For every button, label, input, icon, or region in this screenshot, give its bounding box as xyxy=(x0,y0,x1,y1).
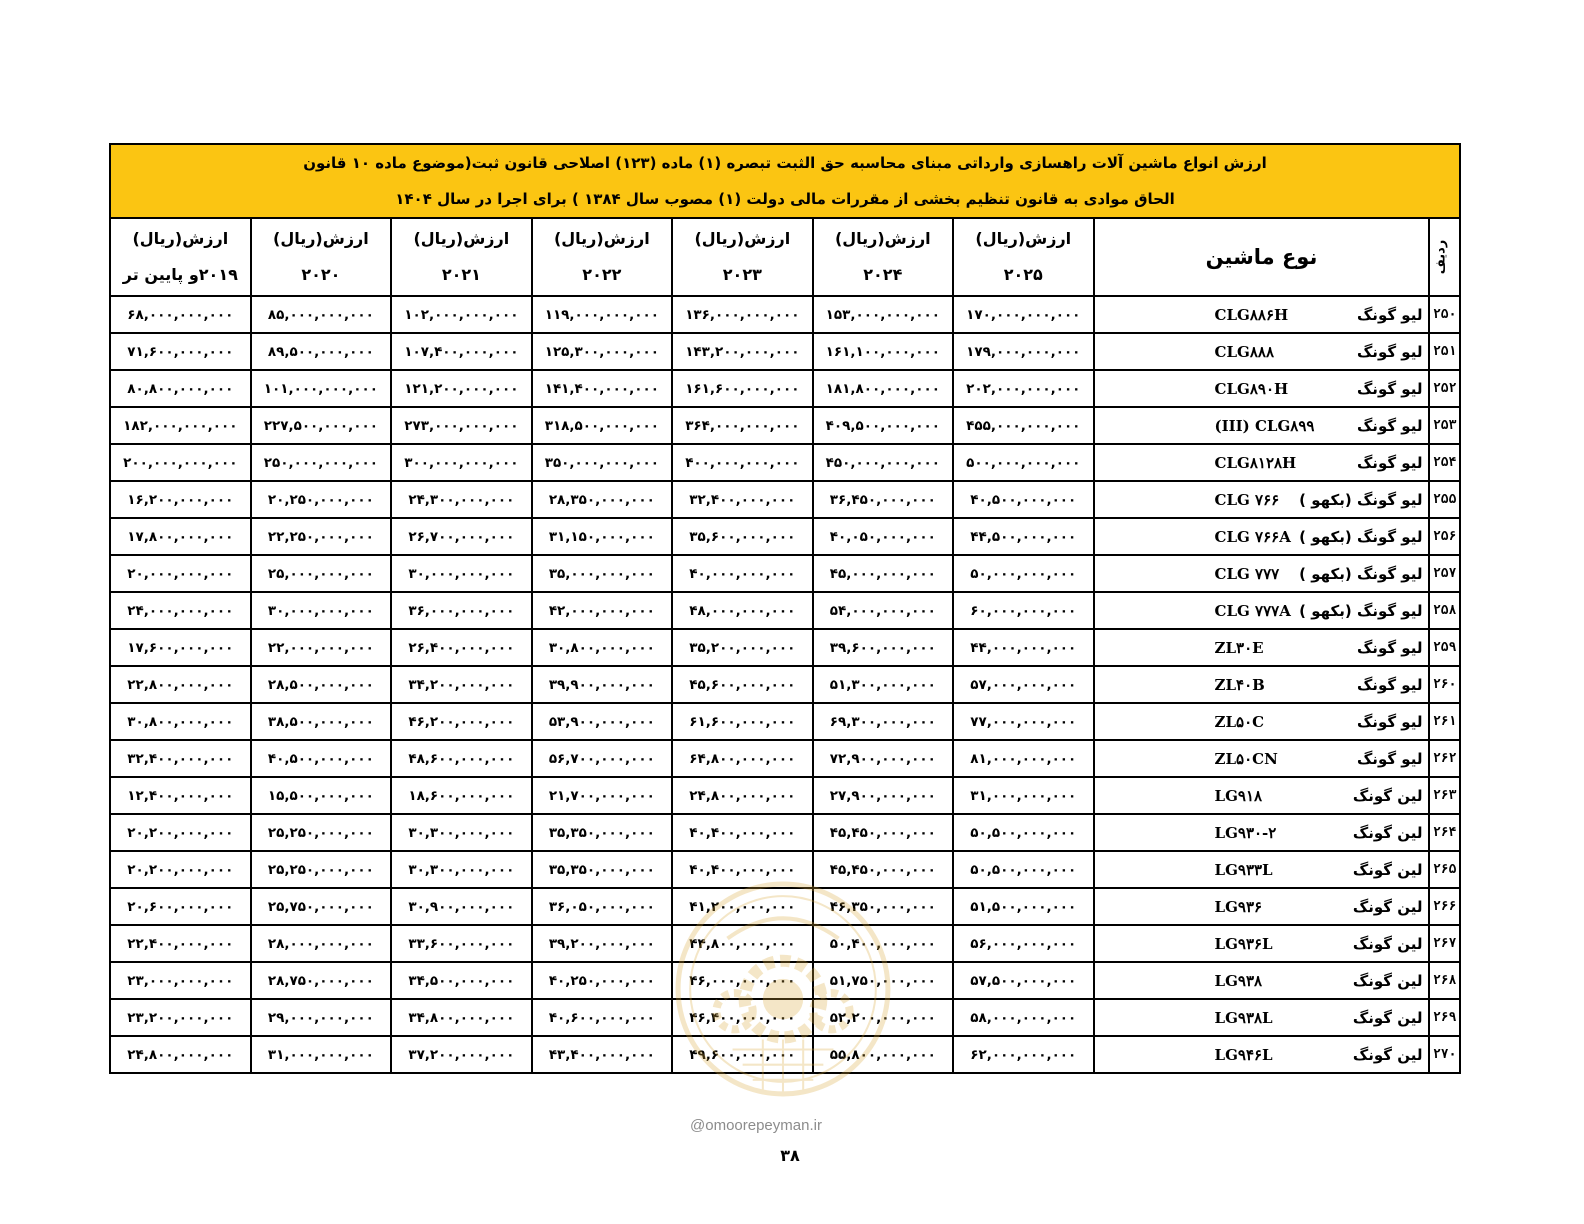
value-cell-7-2: ۴۶,۰۰۰,۰۰۰,۰۰۰ xyxy=(672,962,812,999)
value-cell-7-5: ۴۰,۵۰۰,۰۰۰,۰۰۰ xyxy=(251,740,391,777)
machine-type-cell xyxy=(1094,407,1430,444)
value-cell-7-6: ۲۰۰,۰۰۰,۰۰۰,۰۰۰ xyxy=(110,444,251,481)
machine-brand: لین گونگ xyxy=(1352,786,1423,805)
value-cell-7-2: ۲۴,۸۰۰,۰۰۰,۰۰۰ xyxy=(672,777,812,814)
machine-model: CLG۸۱۲۸H xyxy=(1214,453,1297,472)
row-number: ۲۶۶ xyxy=(1429,888,1460,925)
machine-brand: لیو گونگ (بکهو ) xyxy=(1299,490,1423,509)
value-cell-7-5: ۲۸,۰۰۰,۰۰۰,۰۰۰ xyxy=(251,925,391,962)
machine-brand: لین گونگ xyxy=(1352,897,1423,916)
header-year-2022: ارزش(ریال) ۲۰۲۲ xyxy=(532,218,672,296)
machine-type-cell xyxy=(1094,629,1430,666)
table-row xyxy=(110,814,1460,851)
value-cell-7-1: ۴۵,۴۵۰,۰۰۰,۰۰۰ xyxy=(813,851,953,888)
value-cell-7-4: ۲۶,۷۰۰,۰۰۰,۰۰۰ xyxy=(391,518,531,555)
machine-brand: لین گونگ xyxy=(1352,860,1423,879)
value-cell-7-4: ۳۶,۰۰۰,۰۰۰,۰۰۰ xyxy=(391,592,531,629)
value-cell-7-5: ۳۰,۰۰۰,۰۰۰,۰۰۰ xyxy=(251,592,391,629)
header-year-2019-and-earlier: ارزش(ریال) ۲۰۱۹و پایین تر xyxy=(110,218,251,296)
value-cell-7-2: ۱۴۳,۲۰۰,۰۰۰,۰۰۰ xyxy=(672,333,812,370)
value-cell-7-0: ۴۰,۵۰۰,۰۰۰,۰۰۰ xyxy=(953,481,1093,518)
machine-type-cell xyxy=(1094,999,1430,1036)
value-cell-7-5: ۲۰,۲۵۰,۰۰۰,۰۰۰ xyxy=(251,481,391,518)
value-cell-7-2: ۴۰,۴۰۰,۰۰۰,۰۰۰ xyxy=(672,851,812,888)
machine-brand: لین گونگ xyxy=(1352,934,1423,953)
value-cell-7-2: ۴۸,۰۰۰,۰۰۰,۰۰۰ xyxy=(672,592,812,629)
machine-model: LG۹۳۰-۲ xyxy=(1214,823,1277,842)
machine-type-cell xyxy=(1094,370,1430,407)
machine-brand: لیو گونگ xyxy=(1356,453,1423,472)
value-cell-7-6: ۲۰,۰۰۰,۰۰۰,۰۰۰ xyxy=(110,555,251,592)
machine-model: ZL۵۰CN xyxy=(1214,749,1278,768)
value-cell-7-4: ۱۸,۶۰۰,۰۰۰,۰۰۰ xyxy=(391,777,531,814)
value-cell-7-3: ۴۲,۰۰۰,۰۰۰,۰۰۰ xyxy=(532,592,672,629)
value-cell-7-1: ۴۶,۳۵۰,۰۰۰,۰۰۰ xyxy=(813,888,953,925)
value-cell-7-6: ۲۰,۲۰۰,۰۰۰,۰۰۰ xyxy=(110,851,251,888)
value-cell-7-6: ۸۰,۸۰۰,۰۰۰,۰۰۰ xyxy=(110,370,251,407)
header-year-2021: ارزش(ریال) ۲۰۲۱ xyxy=(391,218,531,296)
value-cell-7-1: ۴۰,۰۵۰,۰۰۰,۰۰۰ xyxy=(813,518,953,555)
machine-type-cell xyxy=(1094,925,1430,962)
table-row xyxy=(110,555,1460,592)
value-cell-7-5: ۲۵,۷۵۰,۰۰۰,۰۰۰ xyxy=(251,888,391,925)
table-row xyxy=(110,851,1460,888)
value-cell-7-5: ۳۸,۵۰۰,۰۰۰,۰۰۰ xyxy=(251,703,391,740)
value-cell-7-2: ۳۵,۶۰۰,۰۰۰,۰۰۰ xyxy=(672,518,812,555)
value-cell-7-4: ۴۸,۶۰۰,۰۰۰,۰۰۰ xyxy=(391,740,531,777)
value-cell-7-6: ۲۲,۴۰۰,۰۰۰,۰۰۰ xyxy=(110,925,251,962)
value-cell-7-4: ۳۴,۲۰۰,۰۰۰,۰۰۰ xyxy=(391,666,531,703)
table-row xyxy=(110,962,1460,999)
value-cell-7-0: ۶۲,۰۰۰,۰۰۰,۰۰۰ xyxy=(953,1036,1093,1073)
table-row xyxy=(110,333,1460,370)
table-title xyxy=(110,144,1460,218)
value-cell-7-2: ۶۴,۸۰۰,۰۰۰,۰۰۰ xyxy=(672,740,812,777)
header-year-2023: ارزش(ریال) ۲۰۲۳ xyxy=(672,218,812,296)
table-row xyxy=(110,999,1460,1036)
value-cell-7-2: ۴۱,۲۰۰,۰۰۰,۰۰۰ xyxy=(672,888,812,925)
machine-type-cell xyxy=(1094,851,1430,888)
value-cell-7-2: ۳۵,۲۰۰,۰۰۰,۰۰۰ xyxy=(672,629,812,666)
value-cell-7-3: ۳۹,۹۰۰,۰۰۰,۰۰۰ xyxy=(532,666,672,703)
value-cell-7-1: ۴۵,۰۰۰,۰۰۰,۰۰۰ xyxy=(813,555,953,592)
value-cell-7-0: ۵۱,۵۰۰,۰۰۰,۰۰۰ xyxy=(953,888,1093,925)
machine-brand: لیو گونگ xyxy=(1356,749,1423,768)
row-number: ۲۵۲ xyxy=(1429,370,1460,407)
row-number: ۲۶۹ xyxy=(1429,999,1460,1036)
row-number: ۲۶۵ xyxy=(1429,851,1460,888)
table-row xyxy=(110,666,1460,703)
value-cell-7-4: ۳۷,۲۰۰,۰۰۰,۰۰۰ xyxy=(391,1036,531,1073)
table-row xyxy=(110,481,1460,518)
row-number: ۲۵۸ xyxy=(1429,592,1460,629)
value-cell-7-1: ۳۶,۴۵۰,۰۰۰,۰۰۰ xyxy=(813,481,953,518)
table-row xyxy=(110,629,1460,666)
value-cell-7-2: ۶۱,۶۰۰,۰۰۰,۰۰۰ xyxy=(672,703,812,740)
value-cell-7-5: ۸۵,۰۰۰,۰۰۰,۰۰۰ xyxy=(251,296,391,333)
machine-model: ZL۴۰B xyxy=(1214,675,1265,694)
value-cell-7-1: ۵۲,۲۰۰,۰۰۰,۰۰۰ xyxy=(813,999,953,1036)
value-cell-7-2: ۴۶,۴۰۰,۰۰۰,۰۰۰ xyxy=(672,999,812,1036)
table-row xyxy=(110,407,1460,444)
table-row xyxy=(110,296,1460,333)
value-cell-7-6: ۲۳,۰۰۰,۰۰۰,۰۰۰ xyxy=(110,962,251,999)
machine-model: LG۹۳۳L xyxy=(1214,860,1273,879)
value-cell-7-0: ۱۷۰,۰۰۰,۰۰۰,۰۰۰ xyxy=(953,296,1093,333)
machine-model: (III) CLG۸۹۹ xyxy=(1214,416,1315,435)
machine-brand: لیو گونگ xyxy=(1356,712,1423,731)
machine-type-cell xyxy=(1094,703,1430,740)
value-cell-7-1: ۵۰,۴۰۰,۰۰۰,۰۰۰ xyxy=(813,925,953,962)
value-cell-7-0: ۶۰,۰۰۰,۰۰۰,۰۰۰ xyxy=(953,592,1093,629)
machine-model: CLG۸۸۶H xyxy=(1214,305,1289,324)
value-cell-7-2: ۱۶۱,۶۰۰,۰۰۰,۰۰۰ xyxy=(672,370,812,407)
value-cell-7-1: ۵۱,۷۵۰,۰۰۰,۰۰۰ xyxy=(813,962,953,999)
machine-type-cell xyxy=(1094,296,1430,333)
value-cell-7-6: ۲۳,۲۰۰,۰۰۰,۰۰۰ xyxy=(110,999,251,1036)
table-row xyxy=(110,888,1460,925)
value-cell-7-2: ۴۰,۴۰۰,۰۰۰,۰۰۰ xyxy=(672,814,812,851)
row-number: ۲۶۲ xyxy=(1429,740,1460,777)
value-cell-7-2: ۱۳۶,۰۰۰,۰۰۰,۰۰۰ xyxy=(672,296,812,333)
value-cell-7-0: ۵۷,۰۰۰,۰۰۰,۰۰۰ xyxy=(953,666,1093,703)
machine-model: CLG ۷۷۷A xyxy=(1214,601,1291,620)
machine-model: LG۹۳۶ xyxy=(1214,897,1263,916)
value-cell-7-5: ۲۲۷,۵۰۰,۰۰۰,۰۰۰ xyxy=(251,407,391,444)
value-cell-7-5: ۲۲,۲۵۰,۰۰۰,۰۰۰ xyxy=(251,518,391,555)
machine-type-cell xyxy=(1094,888,1430,925)
machine-type-cell xyxy=(1094,814,1430,851)
value-cell-7-0: ۱۷۹,۰۰۰,۰۰۰,۰۰۰ xyxy=(953,333,1093,370)
website-footer: @omoorepeyman.ir xyxy=(690,1117,822,1134)
machine-brand: لین گونگ xyxy=(1352,1008,1423,1027)
machine-model: LG۹۳۸L xyxy=(1214,1008,1273,1027)
value-cell-7-2: ۳۶۴,۰۰۰,۰۰۰,۰۰۰ xyxy=(672,407,812,444)
value-cell-7-3: ۵۳,۹۰۰,۰۰۰,۰۰۰ xyxy=(532,703,672,740)
value-cell-7-0: ۷۷,۰۰۰,۰۰۰,۰۰۰ xyxy=(953,703,1093,740)
value-cell-7-2: ۳۲,۴۰۰,۰۰۰,۰۰۰ xyxy=(672,481,812,518)
value-cell-7-6: ۲۲,۸۰۰,۰۰۰,۰۰۰ xyxy=(110,666,251,703)
value-cell-7-4: ۳۰,۳۰۰,۰۰۰,۰۰۰ xyxy=(391,851,531,888)
table-row xyxy=(110,777,1460,814)
value-cell-7-1: ۳۹,۶۰۰,۰۰۰,۰۰۰ xyxy=(813,629,953,666)
value-cell-7-3: ۴۰,۲۵۰,۰۰۰,۰۰۰ xyxy=(532,962,672,999)
value-cell-7-1: ۴۵,۴۵۰,۰۰۰,۰۰۰ xyxy=(813,814,953,851)
value-cell-7-4: ۱۰۲,۰۰۰,۰۰۰,۰۰۰ xyxy=(391,296,531,333)
value-cell-7-5: ۳۱,۰۰۰,۰۰۰,۰۰۰ xyxy=(251,1036,391,1073)
table-row xyxy=(110,592,1460,629)
machine-type-cell xyxy=(1094,740,1430,777)
machine-brand: لیو گونگ xyxy=(1356,638,1423,657)
machine-brand: لین گونگ xyxy=(1352,1045,1423,1064)
row-number: ۲۵۹ xyxy=(1429,629,1460,666)
value-cell-7-6: ۷۱,۶۰۰,۰۰۰,۰۰۰ xyxy=(110,333,251,370)
table-row xyxy=(110,925,1460,962)
row-number: ۲۶۸ xyxy=(1429,962,1460,999)
machine-type-cell xyxy=(1094,518,1430,555)
machine-type-cell xyxy=(1094,592,1430,629)
table-row xyxy=(110,518,1460,555)
value-cell-7-5: ۱۵,۵۰۰,۰۰۰,۰۰۰ xyxy=(251,777,391,814)
machine-brand: لین گونگ xyxy=(1352,823,1423,842)
row-number: ۲۶۷ xyxy=(1429,925,1460,962)
value-cell-7-5: ۲۸,۵۰۰,۰۰۰,۰۰۰ xyxy=(251,666,391,703)
value-cell-7-6: ۳۰,۸۰۰,۰۰۰,۰۰۰ xyxy=(110,703,251,740)
machine-model: LG۹۳۸ xyxy=(1214,971,1263,990)
value-cell-7-1: ۵۵,۸۰۰,۰۰۰,۰۰۰ xyxy=(813,1036,953,1073)
row-number: ۲۵۰ xyxy=(1429,296,1460,333)
value-cell-7-3: ۳۵,۳۵۰,۰۰۰,۰۰۰ xyxy=(532,814,672,851)
table-title-line2: الحاق موادی به قانون تنظیم بخشی از مقررات مالی دولت (۱) مصوب سال ۱۳۸۴ ) برای اجرا در سال ۱۴۰۴ xyxy=(395,190,1175,208)
value-cell-7-5: ۲۵۰,۰۰۰,۰۰۰,۰۰۰ xyxy=(251,444,391,481)
value-cell-7-3: ۱۲۵,۳۰۰,۰۰۰,۰۰۰ xyxy=(532,333,672,370)
value-cell-7-3: ۴۰,۶۰۰,۰۰۰,۰۰۰ xyxy=(532,999,672,1036)
value-cell-7-6: ۱۲,۴۰۰,۰۰۰,۰۰۰ xyxy=(110,777,251,814)
header-year-2025: ارزش(ریال) ۲۰۲۵ xyxy=(953,218,1093,296)
machine-brand: لیو گونگ xyxy=(1356,675,1423,694)
table-row xyxy=(110,703,1460,740)
value-cell-7-0: ۵۶,۰۰۰,۰۰۰,۰۰۰ xyxy=(953,925,1093,962)
machine-model: CLG۸۸۸ xyxy=(1214,342,1274,361)
value-cell-7-3: ۳۵۰,۰۰۰,۰۰۰,۰۰۰ xyxy=(532,444,672,481)
value-cell-7-5: ۲۵,۰۰۰,۰۰۰,۰۰۰ xyxy=(251,555,391,592)
value-cell-7-2: ۴۴,۸۰۰,۰۰۰,۰۰۰ xyxy=(672,925,812,962)
value-cell-7-0: ۵۰,۵۰۰,۰۰۰,۰۰۰ xyxy=(953,814,1093,851)
value-cell-7-4: ۳۰,۰۰۰,۰۰۰,۰۰۰ xyxy=(391,555,531,592)
value-cell-7-4: ۳۰,۳۰۰,۰۰۰,۰۰۰ xyxy=(391,814,531,851)
value-cell-7-0: ۴۵۵,۰۰۰,۰۰۰,۰۰۰ xyxy=(953,407,1093,444)
header-row xyxy=(110,218,1460,296)
value-cell-7-2: ۴۰۰,۰۰۰,۰۰۰,۰۰۰ xyxy=(672,444,812,481)
value-cell-7-1: ۶۹,۳۰۰,۰۰۰,۰۰۰ xyxy=(813,703,953,740)
machine-type-cell xyxy=(1094,1036,1430,1073)
value-cell-7-0: ۵۰,۵۰۰,۰۰۰,۰۰۰ xyxy=(953,851,1093,888)
machine-model: LG۹۴۶L xyxy=(1214,1045,1273,1064)
value-cell-7-0: ۴۴,۵۰۰,۰۰۰,۰۰۰ xyxy=(953,518,1093,555)
value-cell-7-6: ۲۴,۸۰۰,۰۰۰,۰۰۰ xyxy=(110,1036,251,1073)
value-cell-7-1: ۴۰۹,۵۰۰,۰۰۰,۰۰۰ xyxy=(813,407,953,444)
value-cell-7-3: ۳۱۸,۵۰۰,۰۰۰,۰۰۰ xyxy=(532,407,672,444)
row-number: ۲۵۷ xyxy=(1429,555,1460,592)
value-cell-7-6: ۳۲,۴۰۰,۰۰۰,۰۰۰ xyxy=(110,740,251,777)
value-cell-7-0: ۳۱,۰۰۰,۰۰۰,۰۰۰ xyxy=(953,777,1093,814)
value-cell-7-6: ۱۸۲,۰۰۰,۰۰۰,۰۰۰ xyxy=(110,407,251,444)
value-cell-7-0: ۵۸,۰۰۰,۰۰۰,۰۰۰ xyxy=(953,999,1093,1036)
machine-model: CLG۸۹۰H xyxy=(1214,379,1289,398)
value-cell-7-4: ۳۳,۶۰۰,۰۰۰,۰۰۰ xyxy=(391,925,531,962)
row-number: ۲۵۳ xyxy=(1429,407,1460,444)
value-cell-7-1: ۱۸۱,۸۰۰,۰۰۰,۰۰۰ xyxy=(813,370,953,407)
value-cell-7-5: ۱۰۱,۰۰۰,۰۰۰,۰۰۰ xyxy=(251,370,391,407)
value-cell-7-4: ۳۴,۸۰۰,۰۰۰,۰۰۰ xyxy=(391,999,531,1036)
row-number: ۲۵۴ xyxy=(1429,444,1460,481)
value-cell-7-6: ۲۴,۰۰۰,۰۰۰,۰۰۰ xyxy=(110,592,251,629)
row-number: ۲۵۶ xyxy=(1429,518,1460,555)
value-cell-7-3: ۵۶,۷۰۰,۰۰۰,۰۰۰ xyxy=(532,740,672,777)
value-cell-7-5: ۲۵,۲۵۰,۰۰۰,۰۰۰ xyxy=(251,851,391,888)
machine-model: CLG ۷۶۶ xyxy=(1214,490,1280,509)
value-cell-7-1: ۲۷,۹۰۰,۰۰۰,۰۰۰ xyxy=(813,777,953,814)
table-row xyxy=(110,444,1460,481)
value-cell-7-5: ۸۹,۵۰۰,۰۰۰,۰۰۰ xyxy=(251,333,391,370)
value-cell-7-0: ۵۰,۰۰۰,۰۰۰,۰۰۰ xyxy=(953,555,1093,592)
value-cell-7-3: ۴۳,۴۰۰,۰۰۰,۰۰۰ xyxy=(532,1036,672,1073)
value-cell-7-1: ۱۶۱,۱۰۰,۰۰۰,۰۰۰ xyxy=(813,333,953,370)
value-cell-7-4: ۴۶,۲۰۰,۰۰۰,۰۰۰ xyxy=(391,703,531,740)
value-cell-7-6: ۲۰,۲۰۰,۰۰۰,۰۰۰ xyxy=(110,814,251,851)
value-cell-7-0: ۲۰۲,۰۰۰,۰۰۰,۰۰۰ xyxy=(953,370,1093,407)
header-row-number: ردیف xyxy=(1429,218,1460,296)
table-row xyxy=(110,370,1460,407)
machine-type-cell xyxy=(1094,444,1430,481)
value-cell-7-2: ۴۹,۶۰۰,۰۰۰,۰۰۰ xyxy=(672,1036,812,1073)
machine-type-cell xyxy=(1094,481,1430,518)
machine-model: CLG ۷۷۷ xyxy=(1214,564,1280,583)
value-cell-7-6: ۱۶,۲۰۰,۰۰۰,۰۰۰ xyxy=(110,481,251,518)
value-cell-7-3: ۳۶,۰۵۰,۰۰۰,۰۰۰ xyxy=(532,888,672,925)
value-cell-7-4: ۲۴,۳۰۰,۰۰۰,۰۰۰ xyxy=(391,481,531,518)
machine-model: CLG ۷۶۶A xyxy=(1214,527,1291,546)
machine-brand: لیو گونگ (بکهو ) xyxy=(1299,527,1423,546)
value-cell-7-1: ۵۱,۳۰۰,۰۰۰,۰۰۰ xyxy=(813,666,953,703)
value-cell-7-5: ۲۹,۰۰۰,۰۰۰,۰۰۰ xyxy=(251,999,391,1036)
value-cell-7-6: ۲۰,۶۰۰,۰۰۰,۰۰۰ xyxy=(110,888,251,925)
machine-brand: لیو گونگ xyxy=(1356,305,1423,324)
value-cell-7-4: ۱۲۱,۲۰۰,۰۰۰,۰۰۰ xyxy=(391,370,531,407)
machine-brand: لیو گونگ xyxy=(1356,342,1423,361)
table-row xyxy=(110,1036,1460,1073)
value-cell-7-3: ۱۱۹,۰۰۰,۰۰۰,۰۰۰ xyxy=(532,296,672,333)
row-number: ۲۶۳ xyxy=(1429,777,1460,814)
value-cell-7-3: ۳۱,۱۵۰,۰۰۰,۰۰۰ xyxy=(532,518,672,555)
value-cell-7-0: ۴۴,۰۰۰,۰۰۰,۰۰۰ xyxy=(953,629,1093,666)
machine-model: ZL۳۰E xyxy=(1214,638,1264,657)
value-cell-7-1: ۱۵۳,۰۰۰,۰۰۰,۰۰۰ xyxy=(813,296,953,333)
row-number: ۲۷۰ xyxy=(1429,1036,1460,1073)
value-cell-7-2: ۴۰,۰۰۰,۰۰۰,۰۰۰ xyxy=(672,555,812,592)
value-cell-7-6: ۱۷,۸۰۰,۰۰۰,۰۰۰ xyxy=(110,518,251,555)
value-cell-7-0: ۵۷,۵۰۰,۰۰۰,۰۰۰ xyxy=(953,962,1093,999)
machine-model: ZL۵۰C xyxy=(1214,712,1265,731)
value-cell-7-3: ۳۵,۰۰۰,۰۰۰,۰۰۰ xyxy=(532,555,672,592)
value-cell-7-5: ۲۲,۰۰۰,۰۰۰,۰۰۰ xyxy=(251,629,391,666)
value-cell-7-3: ۳۹,۲۰۰,۰۰۰,۰۰۰ xyxy=(532,925,672,962)
value-cell-7-5: ۲۸,۷۵۰,۰۰۰,۰۰۰ xyxy=(251,962,391,999)
value-cell-7-4: ۳۴,۵۰۰,۰۰۰,۰۰۰ xyxy=(391,962,531,999)
machine-brand: لیو گونگ (بکهو ) xyxy=(1299,601,1423,620)
value-cell-7-4: ۱۰۷,۴۰۰,۰۰۰,۰۰۰ xyxy=(391,333,531,370)
table-title-line1: ارزش انواع ماشین آلات راهسازی وارداتی مبنای محاسبه حق الثبت تبصره (۱) ماده (۱۲۳) اصلاحی قانون ثبت(موضوع ماده ۱۰ قانون xyxy=(303,154,1267,172)
machine-type-cell xyxy=(1094,666,1430,703)
row-number: ۲۵۵ xyxy=(1429,481,1460,518)
machine-type-cell xyxy=(1094,555,1430,592)
value-cell-7-3: ۳۰,۸۰۰,۰۰۰,۰۰۰ xyxy=(532,629,672,666)
value-cell-7-1: ۵۴,۰۰۰,۰۰۰,۰۰۰ xyxy=(813,592,953,629)
machine-brand: لیو گونگ xyxy=(1356,416,1423,435)
machine-type-cell xyxy=(1094,962,1430,999)
value-cell-7-0: ۵۰۰,۰۰۰,۰۰۰,۰۰۰ xyxy=(953,444,1093,481)
value-cell-7-1: ۴۵۰,۰۰۰,۰۰۰,۰۰۰ xyxy=(813,444,953,481)
value-cell-7-2: ۴۵,۶۰۰,۰۰۰,۰۰۰ xyxy=(672,666,812,703)
value-cell-7-6: ۱۷,۶۰۰,۰۰۰,۰۰۰ xyxy=(110,629,251,666)
machine-brand: لیو گونگ (بکهو ) xyxy=(1299,564,1423,583)
row-number: ۲۶۰ xyxy=(1429,666,1460,703)
value-cell-7-4: ۲۷۳,۰۰۰,۰۰۰,۰۰۰ xyxy=(391,407,531,444)
machine-model: LG۹۳۶L xyxy=(1214,934,1273,953)
value-cell-7-1: ۷۲,۹۰۰,۰۰۰,۰۰۰ xyxy=(813,740,953,777)
machine-type-cell xyxy=(1094,333,1430,370)
machine-brand: لین گونگ xyxy=(1352,971,1423,990)
value-cell-7-3: ۳۵,۳۵۰,۰۰۰,۰۰۰ xyxy=(532,851,672,888)
value-cell-7-4: ۳۰۰,۰۰۰,۰۰۰,۰۰۰ xyxy=(391,444,531,481)
machine-model: LG۹۱۸ xyxy=(1214,786,1263,805)
page-number: ۳۸ xyxy=(780,1146,800,1165)
machine-brand: لیو گونگ xyxy=(1356,379,1423,398)
row-number: ۲۶۴ xyxy=(1429,814,1460,851)
header-year-2020: ارزش(ریال) ۲۰۲۰ xyxy=(251,218,391,296)
header-machine-type: نوع ماشین xyxy=(1094,218,1430,296)
value-cell-7-5: ۲۵,۲۵۰,۰۰۰,۰۰۰ xyxy=(251,814,391,851)
value-cell-7-6: ۶۸,۰۰۰,۰۰۰,۰۰۰ xyxy=(110,296,251,333)
value-cell-7-3: ۱۴۱,۴۰۰,۰۰۰,۰۰۰ xyxy=(532,370,672,407)
table-row xyxy=(110,740,1460,777)
value-cell-7-0: ۸۱,۰۰۰,۰۰۰,۰۰۰ xyxy=(953,740,1093,777)
value-cell-7-3: ۲۸,۳۵۰,۰۰۰,۰۰۰ xyxy=(532,481,672,518)
valuation-table xyxy=(109,143,1461,1074)
value-cell-7-4: ۲۶,۴۰۰,۰۰۰,۰۰۰ xyxy=(391,629,531,666)
header-year-2024: ارزش(ریال) ۲۰۲۴ xyxy=(813,218,953,296)
machine-type-cell xyxy=(1094,777,1430,814)
row-number: ۲۶۱ xyxy=(1429,703,1460,740)
value-cell-7-4: ۳۰,۹۰۰,۰۰۰,۰۰۰ xyxy=(391,888,531,925)
row-number: ۲۵۱ xyxy=(1429,333,1460,370)
value-cell-7-3: ۲۱,۷۰۰,۰۰۰,۰۰۰ xyxy=(532,777,672,814)
